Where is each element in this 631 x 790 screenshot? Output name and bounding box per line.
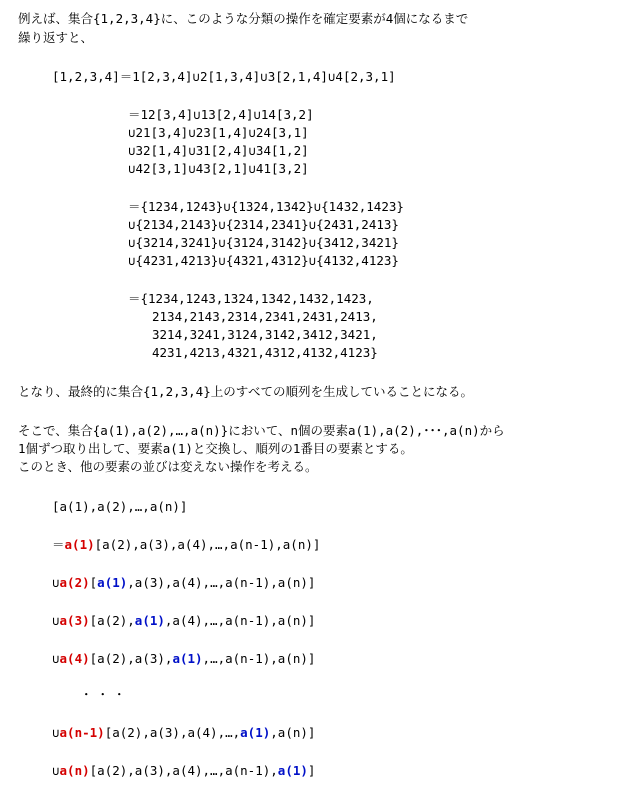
row-rest: [a(2),a(3),a(4),…,a(n-1),a(n)]: [94, 537, 321, 552]
row-lead-element: a(2): [59, 575, 90, 590]
row-rest-before: [a(2),a(3),: [89, 651, 173, 666]
expansion-step-1-line-4: ∪42[3,1]∪43[2,1]∪41[3,2]: [128, 161, 309, 176]
row-rest-before: [: [89, 575, 98, 590]
row-lead-element: a(1): [64, 537, 95, 552]
vertical-ellipsis: ・・・: [80, 687, 130, 702]
row-swapped-element: a(1): [97, 575, 128, 590]
row-lead-element: a(n-1): [59, 725, 105, 740]
intro-line-1: 例えば、集合{1,2,3,4}に、このような分類の操作を確定要素が4個になるまで: [18, 11, 469, 26]
row-swapped-element: a(1): [172, 651, 203, 666]
row-rest-before: [a(2),: [89, 613, 135, 628]
general-row-3: [52, 612, 315, 630]
row-rest-after: ,a(4),…,a(n-1),a(n)]: [164, 613, 316, 628]
expansion-step-2-line-1: ＝{1234,1243}∪{1324,1342}∪{1432,1423}: [128, 199, 404, 214]
expansion-step-3-line-2: 2134,2143,2314,2341,2431,2413,: [152, 309, 378, 324]
general-row-1: [52, 536, 320, 554]
row-op: ∪: [52, 763, 60, 778]
para2-line-1: そこで、集合{a(1),a(2),…,a(n)}において、n個の要素a(1),a(2),･･･,a(n)から: [18, 423, 505, 438]
para2-line-2: 1個ずつ取り出して、要素a(1)と交換し、順列の1番目の要素とする。: [18, 441, 413, 456]
row-rest-after: ,a(n)]: [270, 725, 316, 740]
row-swapped-element: a(1): [277, 763, 308, 778]
expansion-step-2-line-4: ∪{4231,4213}∪{4321,4312}∪{4132,4123}: [128, 253, 399, 268]
expansion-step-3-line-1: ＝{1234,1243,1324,1342,1432,1423,: [128, 291, 374, 306]
row-lead-element: a(n): [59, 763, 90, 778]
row-op: ∪: [52, 575, 60, 590]
row-op: ∪: [52, 651, 60, 666]
conclusion-line: となり、最終的に集合{1,2,3,4}上のすべての順列を生成していることになる。: [18, 384, 473, 399]
row-op: ∪: [52, 613, 60, 628]
general-row-4: [52, 650, 315, 668]
general-set-head: [a(1),a(2),…,a(n)]: [52, 499, 188, 514]
expansion-step-0: [1,2,3,4]＝1[2,3,4]∪2[1,3,4]∪3[2,1,4]∪4[2,3,1]: [52, 69, 396, 84]
expansion-step-3-line-3: 3214,3241,3124,3142,3412,3421,: [152, 327, 378, 342]
row-op: ＝: [52, 537, 65, 552]
row-lead-element: a(4): [59, 651, 90, 666]
general-row-n: [52, 762, 315, 780]
row-rest-after: ,…,a(n-1),a(n)]: [202, 651, 316, 666]
expansion-step-3-line-4: 4231,4213,4321,4312,4132,4123}: [152, 345, 378, 360]
row-swapped-element: a(1): [240, 725, 271, 740]
row-rest-after: ]: [307, 763, 316, 778]
expansion-step-1-line-3: ∪32[1,4]∪31[2,4]∪34[1,2]: [128, 143, 309, 158]
para2-line-3: このとき、他の要素の並びは変えない操作を考える。: [18, 459, 318, 474]
row-rest-after: ,a(3),a(4),…,a(n-1),a(n)]: [127, 575, 316, 590]
expansion-step-2-line-3: ∪{3214,3241}∪{3124,3142}∪{3412,3421}: [128, 235, 399, 250]
row-rest-before: [a(2),a(3),a(4),…,a(n-1),: [89, 763, 278, 778]
expansion-step-1-line-2: ∪21[3,4]∪23[1,4]∪24[3,1]: [128, 125, 309, 140]
row-swapped-element: a(1): [134, 613, 165, 628]
row-lead-element: a(3): [59, 613, 90, 628]
general-row-2: [52, 574, 315, 592]
expansion-step-1-line-1: ＝12[3,4]∪13[2,4]∪14[3,2]: [128, 107, 314, 122]
row-rest-before: [a(2),a(3),a(4),…,: [104, 725, 241, 740]
row-op: ∪: [52, 725, 60, 740]
intro-line-2: 繰り返すと、: [18, 30, 94, 45]
general-row-n-1: [52, 724, 315, 742]
expansion-step-2-line-2: ∪{2134,2143}∪{2314,2341}∪{2431,2413}: [128, 217, 399, 232]
